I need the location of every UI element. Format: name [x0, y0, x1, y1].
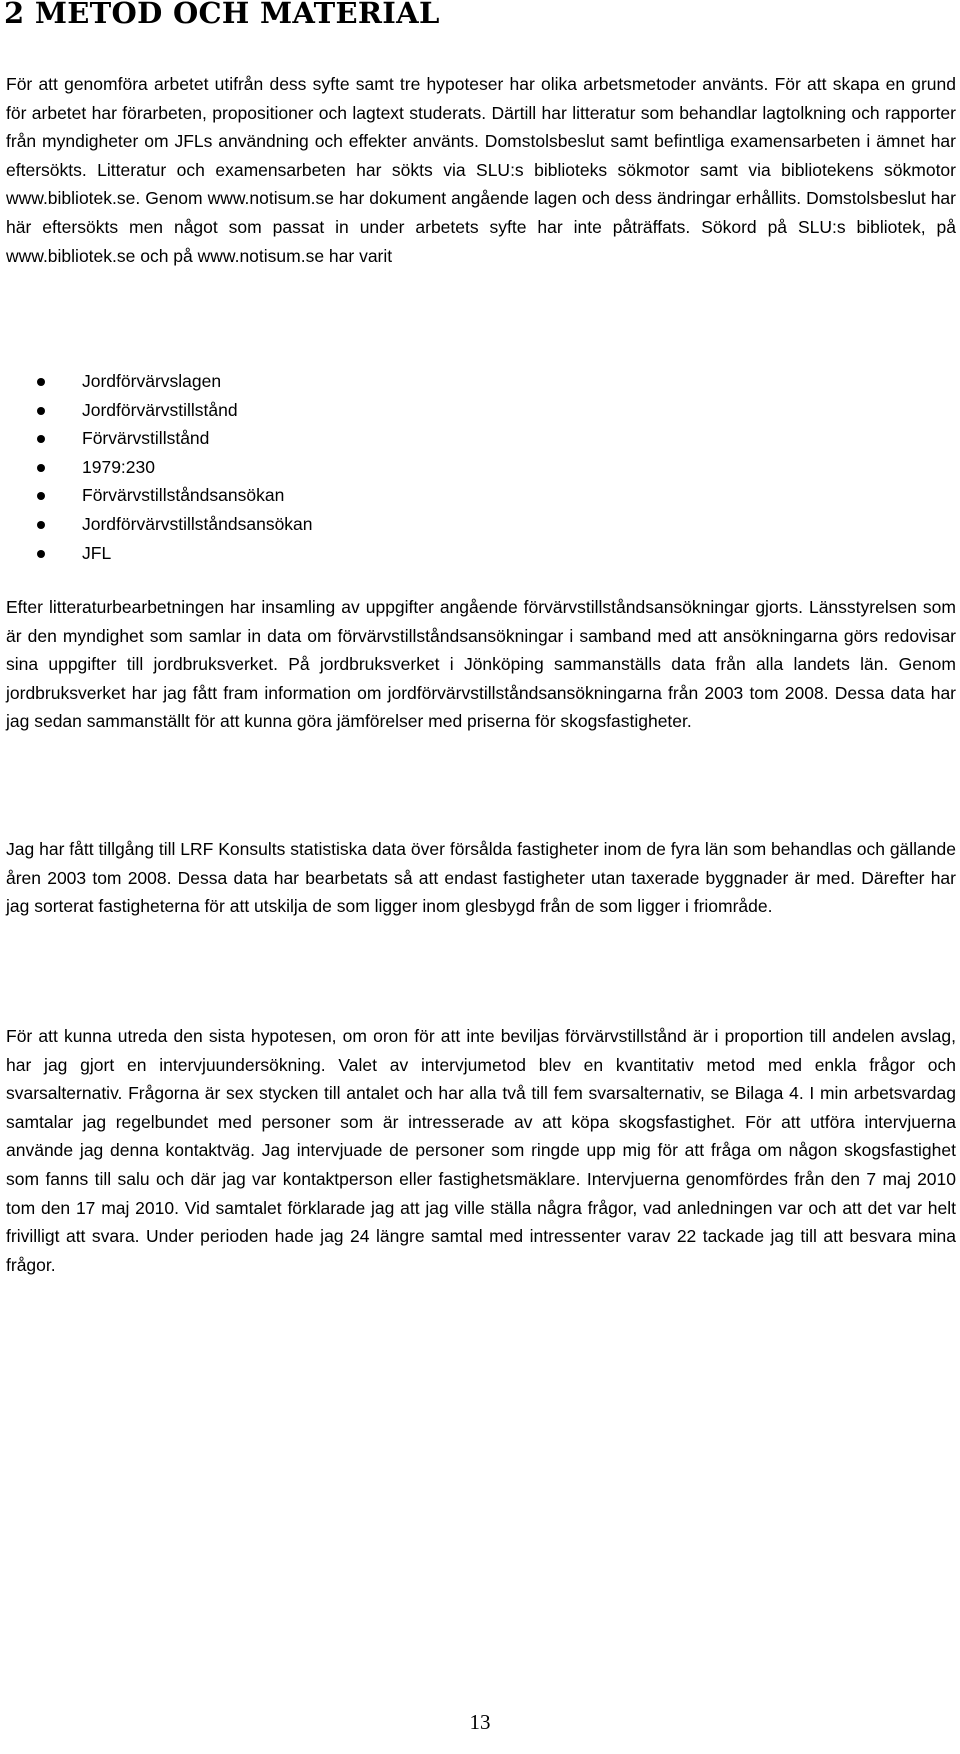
- bullet-icon: [37, 464, 45, 472]
- search-term: Jordförvärvslagen: [82, 371, 222, 391]
- bullet-icon: [37, 492, 45, 500]
- paragraph-interview-study: För att kunna utreda den sista hypotesen, om oron för att inte beviljas förvärvstillstånd är i proportion till andelen avslag, har jag gjort en intervjuundersökning. Valet av intervjumetod blev en kvantitativ metod med enkla frågor och svarsalternativ. Frågorna är sex stycken till antalet och har alla två till fem svarsalternativ, se Bilaga 4. I min arbetsvardag samtalar jag regelbundet med personer som är intresserade av att köpa skogsfastighet. För att utföra intervjuerna använde jag denna kontaktväg. Jag intervjuade de personer som ringde upp mig för att fråga om någon skogsfastighet som fanns till salu och där jag var kontaktperson eller fastighetsmäklare. Intervjuerna genomfördes från den 7 maj 2010 tom den 17 maj 2010. Vid samtalet förklarade jag att jag ville ställa några frågor, vad anledningen var och att det var helt frivilligt att svara. Under perioden hade jag 24 längre samtal med intressenter varav 22 tackade jag till att besvara mina frågor.: [6, 1026, 956, 1275]
- paragraph-method-overview: För att genomföra arbetet utifrån dess syfte samt tre hypoteser har olika arbetsmetoder använts. För att skapa en grund för arbetet har förarbeten, propositioner och lagtext studerats. Därtill har litteratur som behandlar lagtolkning och rapporter från myndigheter om JFLs användning och effekter använts. Domstolsbeslut samt befintliga examensarbeten i ämnet har eftersökts. Litteratur och examensarbeten har sökts via SLU:s biblioteks sökmotor samt via bibliotekens sökmotor www.bibliotek.se. Genom www.notisum.se har dokument angående lagen och dess ändringar erhållits. Domstolsbeslut har här eftersökts men något som passat in under arbetets syfte har inte påträffats. Sökord på SLU:s bibliotek, på www.bibliotek.se och på www.notisum.se har varit: [6, 74, 956, 266]
- paragraph-lrf-data: Jag har fått tillgång till LRF Konsults statistiska data över försålda fastigheter inom de fyra län som behandlas och gällande åren 2003 tom 2008. Dessa data har bearbetats så att endast fastigheter utan taxerade byggnader är med. Därefter har jag sorterat fastigheterna för att utskilja de som ligger inom glesbygd från de som ligger i friområde.: [6, 839, 956, 917]
- bullet-icon: [37, 550, 45, 558]
- search-term: 1979:230: [82, 456, 155, 477]
- search-term: JFL: [82, 542, 112, 563]
- bullet-icon: [37, 378, 45, 386]
- section-heading: 2 METOD OCH MATERIAL: [4, 0, 440, 30]
- search-term: Förvärvstillståndsansökan: [82, 485, 285, 506]
- bullet-icon: [37, 407, 45, 415]
- bullet-icon: [37, 435, 45, 443]
- page-number: 13: [469, 1710, 491, 1734]
- paragraph-data-collection: Efter litteraturbearbetningen har insamling av uppgifter angående förvärvstillståndsansökningar gjorts. Länsstyrelsen som är den myndighet som samlar in data om förvärvstillståndsansökningar i samband med att ansökningarna görs redovisar sina uppgifter till jordbruksverket. På jordbruksverket i Jönköping sammanställs data från alla landets län. Genom jordbruksverket har jag fått fram information om jordförvärvstillståndsansökningarna från 2003 tom 2008. Dessa data har jag sedan sammanställt för att kunna göra jämförelser med priserna för skogsfastigheter.: [6, 597, 956, 732]
- search-term: Jordförvärvstillstånd: [82, 399, 238, 420]
- search-term: Förvärvstillstånd: [82, 428, 210, 449]
- search-term: Jordförvärvstillståndsansökan: [82, 513, 313, 534]
- bullet-icon: [37, 521, 45, 529]
